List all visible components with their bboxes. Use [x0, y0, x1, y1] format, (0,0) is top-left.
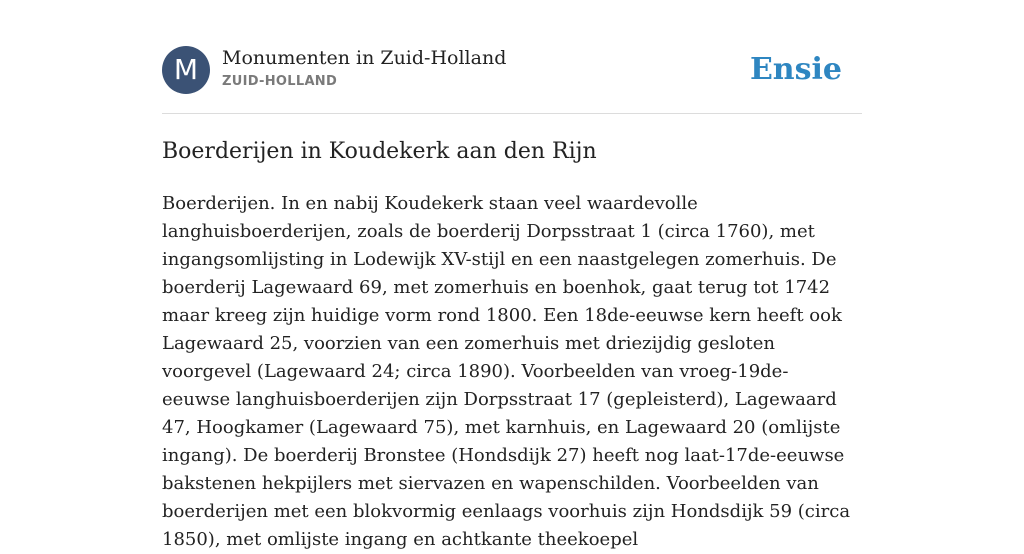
site-subtitle: ZUID-HOLLAND	[222, 74, 338, 89]
article-card	[162, 0, 862, 550]
article-title: Boerderijen in Koudekerk aan den Rijn	[162, 139, 597, 164]
header-divider	[162, 113, 862, 114]
site-title[interactable]: Monumenten in Zuid-Holland	[222, 47, 507, 69]
header	[162, 46, 862, 96]
avatar[interactable]: M	[162, 46, 210, 94]
article-body: Boerderijen. In en nabij Koudekerk staan veel waardevolle langhuisboerderijen, zoals de boerderij Dorpsstraat 1 (circa 1760), met ingangsomlijsting in Lodewijk XV-stijl en een naastgelegen zomerhuis. De boerderij Lagewaard 69, met zomerhuis en boenhok, gaat terug tot 1742 maar kreeg zijn huidige vorm rond 1800. Een 18de-eeuwse kern heeft ook Lagewaard 25, voorzien van een zomerhuis met driezijdig gesloten voorgevel (Lagewaard 24; circa 1890). Voorbeelden van vroeg-19de-eeuwse langhuisboerderijen zijn Dorpsstraat 17 (gepleisterd), Lagewaard 47, Hoogkamer (Lagewaard 75), met karnhuis, en Lagewaard 20 (omlijste ingang). De boerderij Bronstee (Hondsdijk 27) heeft nog laat-17de-eeuwse bakstenen hekpijlers met siervazen en wapenschilden. Voorbeelden van boerderijen met een blokvormig eenlaags voorhuis zijn Hondsdijk 59 (circa 1850), met omlijste ingang en achtkante theekoepel	[162, 193, 851, 550]
ensie-logo[interactable]: Ensie	[749, 52, 842, 87]
